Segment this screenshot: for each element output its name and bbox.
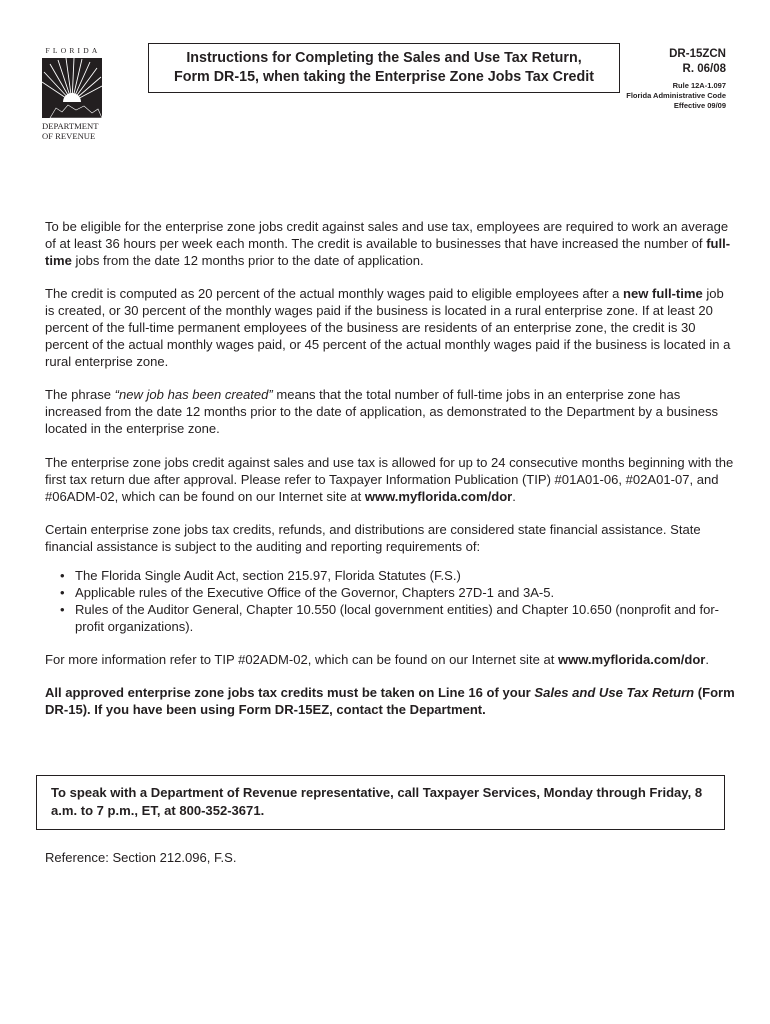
logo-state-name: FLORIDA	[45, 46, 101, 55]
title-line-2: Form DR-15, when taking the Enterprise Zone Jobs Tax Credit	[174, 69, 594, 85]
list-item: • Applicable rules of the Executive Office of the Governor, Chapters 27D-1 and 3A-5.	[45, 584, 735, 601]
paragraph-definition: The phrase “new job has been created” means that the total number of full-time jobs in an enterprise zone has increased from the date 12 months prior to the date of application, as demonstrated to the Department by a business located in the enterprise zone.	[45, 387, 719, 437]
paragraph-computation: The credit is computed as 20 percent of the actual monthly wages paid to eligible employees after a new full-time job is created, or 30 percent of the monthly wages paid if the business is located in a rural enterprise zone. If at least 20 percent of the full-time permanent employees of the business are residents of an enterprise zone, the credit is 30 percent of the actual monthly wages paid, or 45 percent of the actual monthly wages paid if the business is located in a rural enterprise zone.	[45, 286, 731, 370]
paragraph-more-info: For more information refer to TIP #02ADM-02, which can be found on our Internet site at www.myflorida.com/dor.	[45, 651, 709, 667]
title-line-1: Instructions for Completing the Sales and Use Tax Return,	[186, 50, 582, 66]
reference-line: Reference: Section 212.096, F.S.	[45, 850, 237, 865]
form-number: DR-15ZCN	[669, 48, 726, 60]
logo-line-2: OF REVENUE	[42, 131, 96, 141]
admin-code: Florida Administrative Code	[626, 91, 726, 100]
form-identifier	[626, 47, 726, 111]
form-revision: R. 06/08	[682, 63, 726, 75]
requirements-list	[45, 567, 735, 635]
effective-date: Effective 09/09	[673, 101, 726, 110]
sunburst-logo-icon	[42, 58, 102, 118]
list-item: • The Florida Single Audit Act, section 215.97, Florida Statutes (F.S.)	[45, 567, 735, 584]
logo-department-name	[42, 121, 104, 141]
paragraph-financial-assistance: Certain enterprise zone jobs tax credits, refunds, and distributions are considered state financial assistance. State financial assistance is subject to the auditing and reporting requirements of:	[45, 521, 701, 554]
website-link: www.myflorida.com/dor	[364, 488, 513, 504]
paragraph-duration: The enterprise zone jobs credit against sales and use tax is allowed for up to 24 consecutive months beginning with the first tax return due after approval. Please refer to Taxpayer Information Publication (TIP) #01A01-06, #02A01-07, and #06ADM-02, which can be found on our Internet site at www.myflorida.com/dor.	[45, 454, 734, 504]
logo-line-1: DEPARTMENT	[42, 121, 99, 131]
rule-number: Rule 12A-1.097	[672, 81, 726, 90]
contact-notice-box: To speak with a Department of Revenue representative, call Taxpayer Services, Monday through Friday, 8 a.m. to 7 p.m., ET, at 800-352-3671.	[36, 775, 725, 830]
paragraph-line-16: All approved enterprise zone jobs tax credits must be taken on Line 16 of your Sales and Use Tax Return (Form DR-15). If you have been using Form DR-15EZ, contact the Department.	[45, 684, 735, 718]
paragraph-eligibility: To be eligible for the enterprise zone jobs credit against sales and use tax, employees are required to work an average of at least 36 hours per week each month. The credit is available to businesses that have increased the number of full-time jobs from the date 12 months prior to the date of application.	[45, 219, 731, 269]
list-item: • Rules of the Auditor General, Chapter 10.550 (local government entities) and Chapter 10.650 (nonprofit and for-profit organizations).	[45, 601, 735, 635]
department-logo	[42, 46, 104, 141]
instructions-body	[45, 218, 735, 734]
website-link: www.myflorida.com/dor	[557, 651, 706, 667]
title-box	[148, 43, 620, 93]
